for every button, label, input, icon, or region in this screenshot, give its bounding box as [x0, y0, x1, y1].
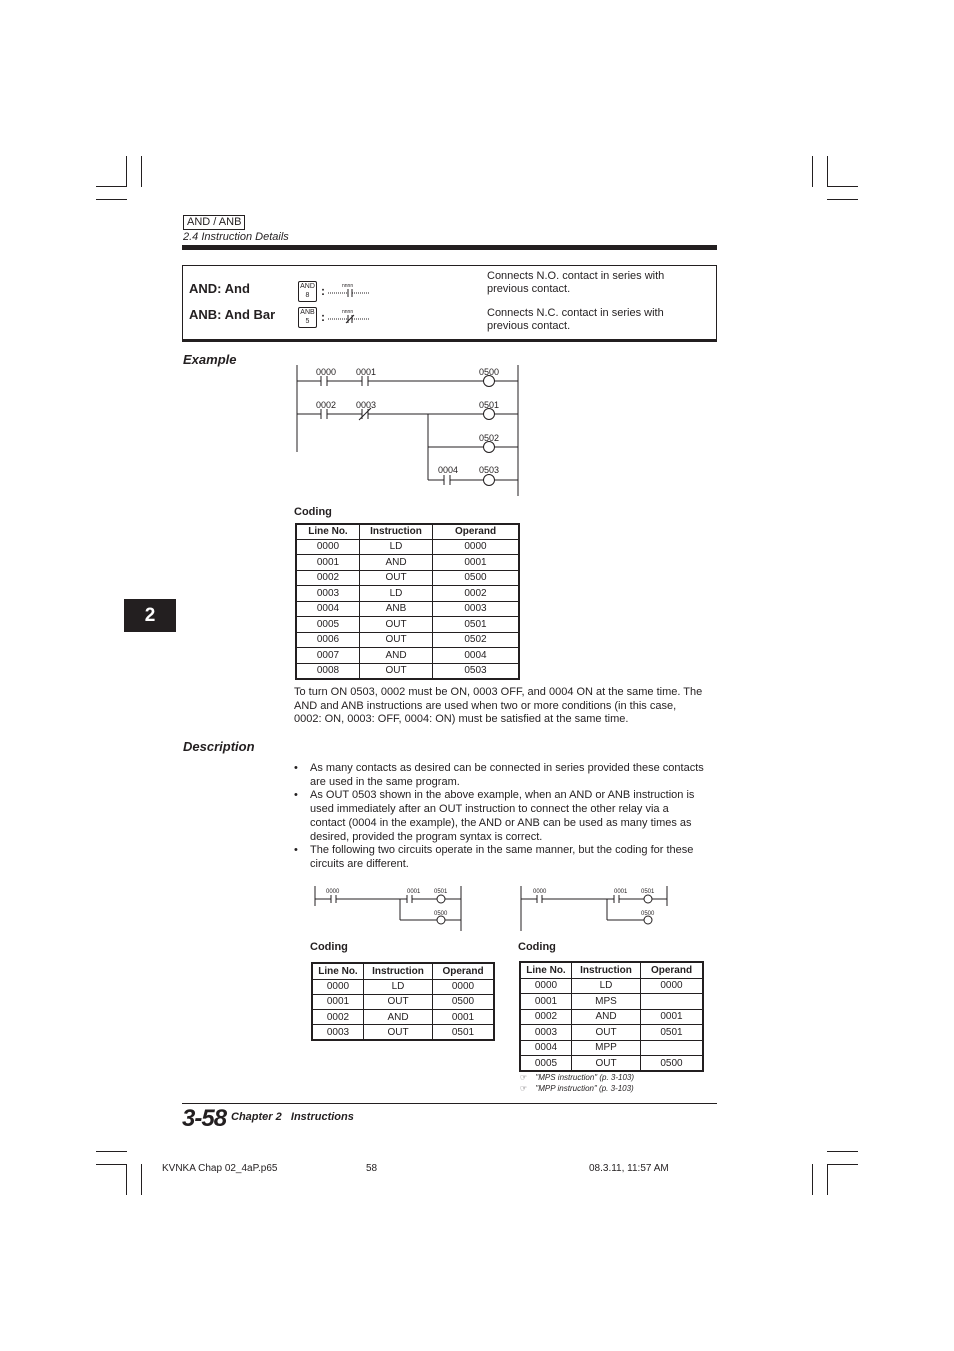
table-cell [641, 1040, 704, 1056]
table-cell: 0501 [641, 1025, 704, 1041]
table-cell: 0005 [296, 617, 360, 633]
crop-mark [126, 156, 127, 187]
column-header: Line No. [520, 962, 572, 978]
desc-line: previous contact. [487, 320, 571, 332]
contact-label: 0000 [326, 889, 340, 895]
table-row [296, 632, 519, 648]
table-cell: 0001 [520, 994, 572, 1010]
key-number: 8 [305, 292, 310, 299]
table-cell: 0004 [520, 1040, 572, 1056]
bullet-line: • As many contacts as desired can be connected in series provided these contacts [310, 762, 704, 774]
coil-label: 0501 [434, 889, 448, 895]
example-table-body [296, 539, 519, 679]
table-cell: LD [360, 539, 433, 555]
bullet-line: are used in the same program. [310, 775, 460, 788]
table-cell: 0002 [433, 586, 520, 602]
table-cell: LD [572, 978, 641, 994]
list-item [294, 844, 724, 871]
coil-label: 0500 [641, 911, 655, 917]
svg-text::: : [321, 310, 325, 324]
table-cell: 0005 [520, 1056, 572, 1072]
instruction-name-anb: ANB: And Bar [189, 307, 276, 322]
table-row [296, 663, 519, 679]
desc-line: Connects N.C. contact in series with [487, 307, 664, 319]
crop-mark [126, 1164, 127, 1195]
table-cell: MPP [572, 1040, 641, 1056]
column-header: Line No. [296, 524, 360, 539]
crop-mark [141, 156, 142, 187]
crop-mark [96, 186, 127, 187]
table-row [312, 1010, 494, 1025]
bullet-line: • The following two circuits operate in the same manner, but the coding for these [310, 844, 694, 857]
pointing-hand-icon: ☞ [520, 1073, 528, 1082]
nc-contact-symbol-icon [320, 307, 370, 327]
table-cell: 0503 [433, 663, 520, 679]
anb-description [487, 307, 664, 333]
paragraph-line: To turn ON 0503, 0002 must be ON, 0003 OFF, and 0004 ON at the same time. The [294, 686, 703, 698]
table-header-row [520, 962, 703, 978]
contact-label: 0004 [438, 465, 459, 475]
bullet-line: contact (0004 in the example), the AND or ANB can be used as many times as [310, 816, 692, 829]
list-item [294, 762, 724, 789]
table-cell: 0006 [296, 632, 360, 648]
table-row [520, 1009, 703, 1025]
table-header-row [296, 524, 519, 539]
table-cell: 0003 [296, 586, 360, 602]
paragraph-line: AND and ANB instructions are used when two or more conditions (in this case, [294, 699, 677, 712]
operand-label: nnnn [342, 309, 354, 315]
circuit-b-table-body [520, 978, 703, 1071]
table-cell: 0007 [296, 648, 360, 664]
table-cell: 0003 [433, 601, 520, 617]
bullet-line: used immediately after an OUT instruction to connect the other relay via a [310, 803, 669, 816]
table-cell: 0501 [433, 617, 520, 633]
column-header: Line No. [312, 963, 364, 979]
key-number: 5 [305, 318, 310, 325]
header-rule [182, 245, 717, 250]
example-coding-table [295, 523, 520, 680]
coil-label: 0500 [434, 911, 448, 917]
pointing-hand-icon: ☞ [520, 1084, 528, 1093]
table-cell: OUT [360, 632, 433, 648]
table-row [296, 617, 519, 633]
table-row [520, 1056, 703, 1072]
example-title: Example [183, 352, 237, 367]
table-cell: 0003 [520, 1025, 572, 1041]
table-cell: 0001 [296, 555, 360, 571]
table-cell: 0000 [433, 539, 520, 555]
table-cell: 0000 [641, 978, 704, 994]
table-cell: AND [364, 1010, 433, 1025]
table-cell: OUT [572, 1025, 641, 1041]
key-label: AND [300, 283, 315, 290]
table-cell: 0004 [433, 648, 520, 664]
chapter-tab: 2 [124, 599, 176, 632]
section-label: 2.4 Instruction Details [183, 231, 289, 243]
table-cell: 0502 [433, 632, 520, 648]
operand-label: nnnn [342, 283, 354, 289]
crop-mark [812, 1164, 813, 1195]
table-row [296, 601, 519, 617]
column-header: Instruction [360, 524, 433, 539]
table-cell: AND [360, 555, 433, 571]
crop-mark [96, 1151, 127, 1152]
circuit-a-table-body [312, 979, 494, 1040]
chapter-label: Chapter 2 Instructions [231, 1111, 354, 1123]
table-cell: 0002 [520, 1009, 572, 1025]
table-cell: AND [572, 1009, 641, 1025]
table-row [520, 994, 703, 1010]
contact-label: 0003 [356, 400, 377, 410]
slug-filename: KVNKA Chap 02_4aP.p65 [162, 1163, 278, 1174]
table-cell: 0000 [433, 979, 495, 994]
table-cell: MPS [572, 994, 641, 1010]
list-item [294, 789, 724, 844]
table-cell: 0500 [641, 1056, 704, 1072]
bullet-line: circuits are different. [310, 857, 409, 870]
table-cell: OUT [364, 1025, 433, 1040]
table-cell: 0001 [641, 1009, 704, 1025]
table-cell: 0500 [433, 994, 495, 1009]
coding-label: Coding [518, 941, 556, 953]
table-cell [641, 994, 704, 1010]
table-cell: OUT [360, 663, 433, 679]
svg-text::: : [321, 284, 325, 298]
crop-mark [827, 1164, 828, 1195]
instruction-summary-box [182, 265, 717, 342]
no-contact-symbol-icon [320, 281, 370, 301]
coil-label: 0501 [641, 889, 655, 895]
table-cell: 0001 [312, 994, 364, 1009]
bullet-line: desired, provided the program syntax is correct. [310, 830, 543, 843]
description-title: Description [183, 739, 255, 754]
contact-label: 0000 [533, 889, 547, 895]
table-cell: OUT [360, 617, 433, 633]
table-cell: 0000 [296, 539, 360, 555]
table-cell: OUT [572, 1056, 641, 1072]
slug-page: 58 [366, 1163, 378, 1174]
table-cell: LD [364, 979, 433, 994]
table-row [296, 539, 519, 555]
table-cell: 0000 [312, 979, 364, 994]
column-header: Operand [641, 962, 704, 978]
table-row [312, 979, 494, 994]
circuit-a-ladder-diagram [310, 884, 470, 934]
table-row [520, 1040, 703, 1056]
coding-label: Coding [310, 941, 348, 953]
reference-link[interactable] [520, 1084, 634, 1093]
table-cell: 0001 [433, 555, 520, 571]
contact-label: 0001 [356, 367, 377, 377]
table-cell: 0001 [433, 1010, 495, 1025]
footer-rule [182, 1103, 717, 1104]
crop-mark [812, 156, 813, 187]
table-row [296, 555, 519, 571]
coil-label: 0500 [479, 367, 500, 377]
bullet-line: • As OUT 0503 shown in the above example, when an AND or ANB instruction is [310, 789, 695, 802]
table-row [296, 570, 519, 586]
column-header: Instruction [364, 963, 433, 979]
table-cell: 0500 [433, 570, 520, 586]
column-header: Instruction [572, 962, 641, 978]
table-cell: 0501 [433, 1025, 495, 1040]
column-header: Operand [433, 963, 495, 979]
contact-label: 0000 [316, 367, 337, 377]
example-paragraph [294, 686, 724, 727]
table-cell: OUT [360, 570, 433, 586]
coil-label: 0503 [479, 465, 500, 475]
table-row [312, 994, 494, 1009]
description-list [294, 762, 724, 872]
crop-mark [827, 186, 858, 187]
table-cell: 0008 [296, 663, 360, 679]
table-cell: 0004 [296, 601, 360, 617]
circuit-b-coding-table [519, 961, 704, 1072]
key-label: ANB [300, 309, 315, 316]
table-cell: 0003 [312, 1025, 364, 1040]
table-cell: 0000 [520, 978, 572, 994]
table-cell: LD [360, 586, 433, 602]
column-header: Operand [433, 524, 520, 539]
coil-label: 0501 [479, 400, 500, 410]
table-header-row [312, 963, 494, 979]
contact-label: 0001 [407, 889, 421, 895]
coil-label: 0502 [479, 433, 500, 443]
table-row [296, 648, 519, 664]
and-key-icon [298, 281, 317, 302]
table-cell: 0002 [296, 570, 360, 586]
anb-key-icon [298, 307, 317, 328]
contact-label: 0002 [316, 400, 337, 410]
and-description [487, 270, 664, 296]
slug-timestamp: 08.3.11, 11:57 AM [589, 1163, 669, 1174]
circuit-b-ladder-diagram [517, 884, 677, 934]
table-cell: ANB [360, 601, 433, 617]
table-cell: 0002 [312, 1010, 364, 1025]
crop-mark [96, 199, 127, 200]
header-tag: AND / ANB [183, 215, 245, 230]
coding-label: Coding [294, 506, 332, 518]
crop-mark [827, 199, 858, 200]
crop-mark [141, 1164, 142, 1195]
table-row [520, 1025, 703, 1041]
circuit-a-coding-table [311, 962, 495, 1041]
crop-mark [827, 1164, 858, 1165]
table-row [312, 1025, 494, 1040]
crop-mark [96, 1164, 127, 1165]
page-number: 3-58 [182, 1105, 227, 1132]
contact-label: 0001 [614, 889, 628, 895]
example-ladder-diagram [290, 362, 525, 498]
table-cell: AND [360, 648, 433, 664]
instruction-name-and: AND: And [189, 281, 250, 296]
desc-line: previous contact. [487, 283, 571, 295]
crop-mark [827, 1151, 858, 1152]
reference-link[interactable] [520, 1073, 634, 1082]
table-row [296, 586, 519, 602]
table-cell: OUT [364, 994, 433, 1009]
reference-text: "MPS instruction" (p. 3-103) [535, 1073, 635, 1082]
desc-line: Connects N.O. contact in series with [487, 270, 665, 282]
crop-mark [827, 156, 828, 187]
reference-text: "MPP instruction" (p. 3-103) [535, 1084, 634, 1093]
paragraph-line: 0002: ON, 0003: OFF, 0004: ON) must be satisfied at the same time. [294, 713, 629, 726]
table-row [520, 978, 703, 994]
